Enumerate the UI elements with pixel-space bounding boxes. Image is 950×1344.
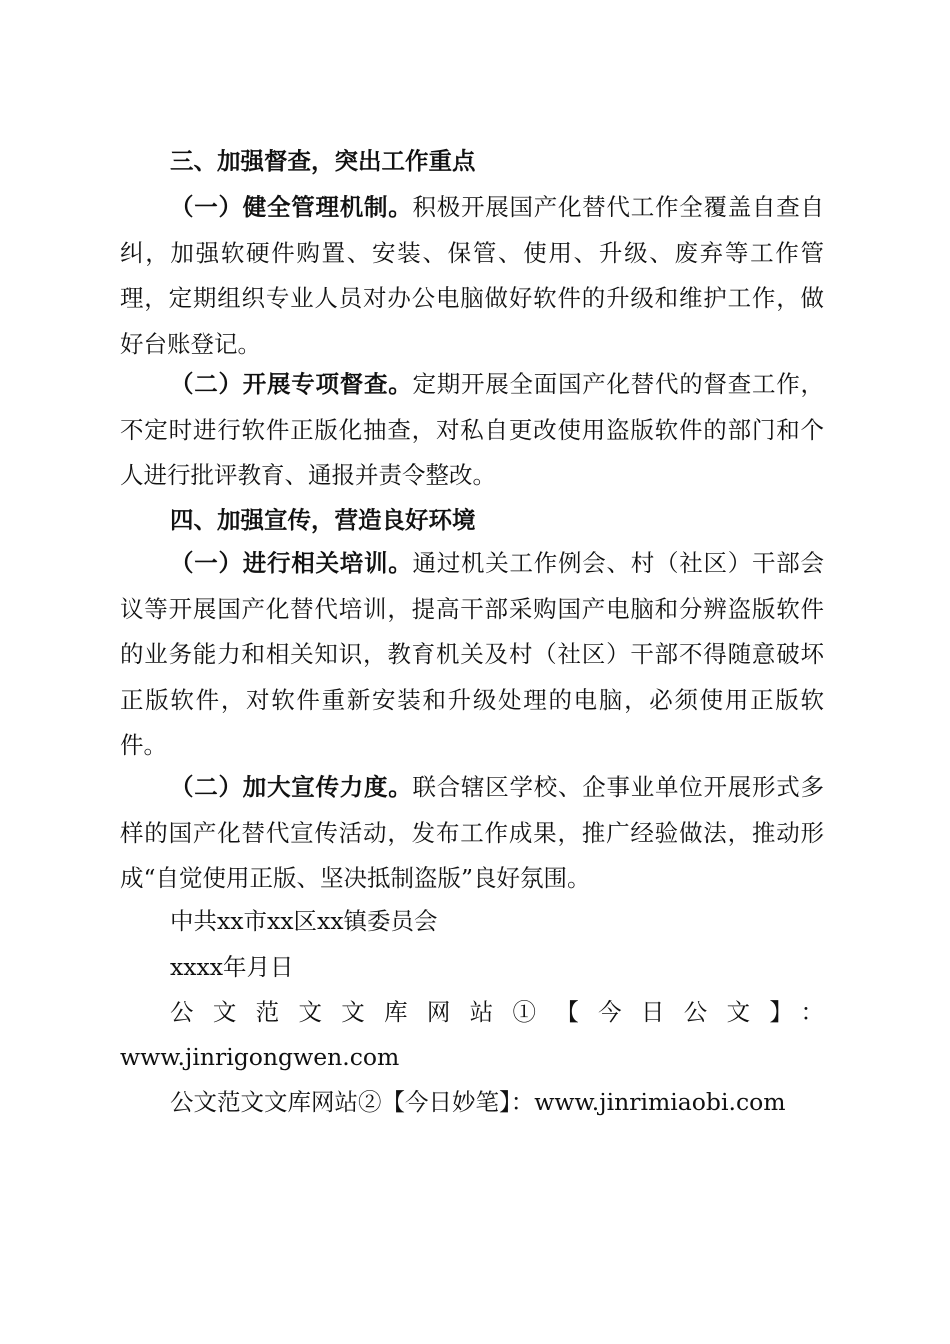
footer-site-2-url[interactable]: www.jinrimiaobi.com — [534, 1088, 786, 1116]
section-4-item-2-lead: （二）加大宣传力度。 — [170, 773, 413, 801]
signature-date: xxxx年月日 — [170, 953, 294, 981]
section-4-item-1 — [120, 541, 824, 769]
footer-site-2 — [170, 1080, 786, 1126]
footer-site-1-url[interactable]: www.jinrigongwen.com — [120, 1043, 400, 1071]
section-3-item-1 — [120, 185, 824, 367]
section-3-item-2-lead: （二）开展专项督查。 — [170, 370, 413, 398]
section-4-item-2 — [120, 765, 824, 902]
section-3-item-2 — [120, 362, 824, 499]
footer-site-2-label: 公文范文文库网站②【今日妙笔】： — [170, 1088, 535, 1116]
footer-site-1-label: 公文范文文库网站①【今日公文】： — [170, 998, 824, 1026]
section-4-item-1-lead: （一）进行相关培训。 — [170, 549, 413, 577]
section-3-item-1-lead: （一）健全管理机制。 — [170, 193, 413, 221]
section-3-item-2-text: 定期开展全面国产化替代的督查工作，不定时进行软件正版化抽查，对私自更改使用盗版软件的部门和个人进行批评教育、通报并责令整改。 — [120, 370, 824, 490]
section-4-item-2-text: 联合辖区学校、企事业单位开展形式多样的国产化替代宣传活动，发布工作成果，推广经验做法，推动形成“自觉使用正版、坚决抵制盗版”良好氛围。 — [120, 773, 824, 893]
section-3-heading: 三、加强督查，突出工作重点 — [170, 147, 476, 175]
signature-org: 中共xx市xx区xx镇委员会 — [170, 907, 438, 935]
section-4-item-1-text: 通过机关工作例会、村（社区）干部会议等开展国产化替代培训，提高干部采购国产电脑和分辨盗版软件的业务能力和相关知识，教育机关及村（社区）干部不得随意破坏正版软件，对软件重新安装和升级处理的电脑，必须使用正版软件。 — [120, 549, 824, 760]
section-3-item-1-text: 积极开展国产化替代工作全覆盖自查自纠，加强软硬件购置、安装、保管、使用、升级、废弃等工作管理，定期组织专业人员对办公电脑做好软件的升级和维护工作，做好台账登记。 — [120, 193, 824, 358]
section-4-heading: 四、加强宣传，营造良好环境 — [170, 506, 476, 534]
